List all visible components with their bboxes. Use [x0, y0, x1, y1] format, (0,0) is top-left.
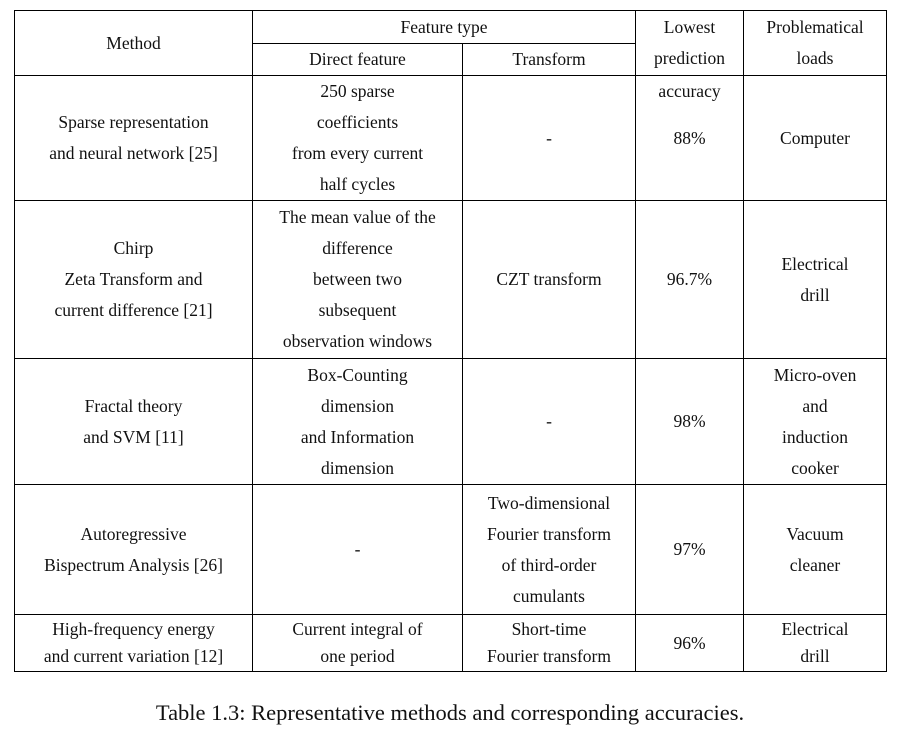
cell-line: drill [800, 284, 830, 305]
table-cell-accuracy [636, 76, 744, 201]
cell-line: drill [800, 646, 830, 666]
table-cell-direct-feature [253, 359, 463, 485]
header-lowest-prediction-line1: Lowest [663, 17, 716, 37]
header-row-1 [15, 11, 887, 44]
table-cell-problematical-loads [744, 359, 887, 485]
table-row [15, 76, 887, 201]
table-cell-direct-feature [253, 201, 463, 359]
table-cell-method [15, 485, 253, 615]
cell-line: half cycles [319, 174, 396, 194]
table-cell-transform [463, 615, 636, 672]
table-row [15, 485, 887, 615]
cell-line: 250 sparse [320, 81, 395, 101]
header-overflow-accuracy-label: accuracy [658, 81, 721, 101]
cell-line: Computer [780, 127, 851, 148]
cell-line: Bispectrum Analysis [26] [44, 554, 223, 575]
cell-line: cooker [791, 457, 839, 478]
cell-line: and SVM [11] [83, 426, 184, 447]
table-cell-transform [463, 201, 636, 359]
table-cell-transform [463, 485, 636, 615]
table-cell-method [15, 76, 253, 201]
table-cell-transform [463, 359, 636, 485]
cell-line: Two-dimensional [487, 492, 611, 513]
cell-line: and current variation [12] [43, 646, 224, 666]
cell-line: Zeta Transform and [64, 269, 203, 289]
cell-line: Micro-oven [773, 364, 857, 385]
table-cell-problematical-loads [744, 615, 887, 672]
table-cell-direct-feature [253, 76, 463, 201]
cell-line: of third-order [501, 554, 597, 575]
table-cell-accuracy [636, 201, 744, 359]
table-cell-method [15, 201, 253, 359]
table-cell-method [15, 615, 253, 672]
cell-line: The mean value of the [279, 207, 436, 227]
cell-line: Chirp [113, 238, 154, 258]
cell-line: Fractal theory [84, 395, 183, 416]
cell-line: - [546, 411, 552, 431]
methods-accuracy-table [14, 10, 887, 672]
cell-line: High-frequency energy [52, 619, 215, 639]
header-problematical-loads-line2: loads [796, 48, 834, 68]
cell-line: Box-Counting [307, 364, 408, 385]
cell-line: difference [322, 238, 393, 258]
header-problematical-loads-line1: Problematical [766, 17, 864, 37]
cell-line: Electrical [781, 619, 849, 639]
table-row [15, 615, 887, 672]
cell-line: and neural network [25] [49, 143, 218, 163]
cell-line: between two [313, 269, 402, 289]
header-lowest-prediction-line2: prediction [654, 48, 725, 68]
cell-line: induction [781, 426, 849, 447]
cell-line: and Information [300, 426, 415, 447]
cell-line: Electrical [781, 253, 849, 274]
cell-line: Fourier transform [487, 523, 611, 544]
table-cell-direct-feature [253, 485, 463, 615]
cell-line: 88% [673, 127, 706, 148]
cell-line: Vacuum [786, 523, 844, 544]
table-row [15, 201, 887, 359]
table-cell-problematical-loads [744, 201, 887, 359]
cell-line: from every current [291, 143, 424, 163]
cell-line: 96.7% [666, 269, 713, 289]
table-row [15, 359, 887, 485]
cell-line: dimension [321, 457, 394, 478]
table-cell-problematical-loads [744, 76, 887, 201]
cell-line: - [546, 127, 552, 148]
cell-line: observation windows [282, 331, 433, 351]
cell-line: one period [320, 646, 395, 666]
header-method: Method [15, 11, 253, 76]
header-problematical-loads [744, 11, 887, 76]
header-feature-type: Feature type [253, 11, 636, 44]
table-cell-accuracy [636, 615, 744, 672]
table-cell-accuracy [636, 359, 744, 485]
header-lowest-prediction [636, 11, 744, 76]
cell-line: 96% [673, 632, 706, 653]
cell-line: subsequent [318, 300, 397, 320]
table-cell-direct-feature [253, 615, 463, 672]
cell-line: CZT transform [496, 269, 602, 289]
table-cell-transform [463, 76, 636, 201]
cell-line: current difference [21] [54, 300, 213, 320]
header-transform: Transform [463, 44, 636, 76]
cell-line: Current integral of [292, 619, 423, 639]
cell-line: cleaner [789, 554, 841, 575]
table-cell-problematical-loads [744, 485, 887, 615]
cell-line: Short-time [511, 619, 587, 639]
cell-line: 97% [673, 539, 706, 559]
cell-line: Autoregressive [80, 523, 187, 544]
table-caption: Table 1.3: Representative methods and corresponding accuracies. [155, 700, 745, 725]
cell-line: coefficients [316, 112, 399, 132]
header-direct-feature: Direct feature [253, 44, 463, 76]
cell-line: and [802, 395, 828, 416]
cell-line: dimension [321, 395, 394, 416]
cell-line: 98% [673, 411, 706, 431]
cell-line: cumulants [513, 585, 585, 606]
cell-line: Sparse representation [58, 112, 209, 132]
cell-line: - [354, 539, 361, 559]
cell-line: Fourier transform [487, 646, 611, 666]
table-cell-accuracy [636, 485, 744, 615]
table-cell-method [15, 359, 253, 485]
